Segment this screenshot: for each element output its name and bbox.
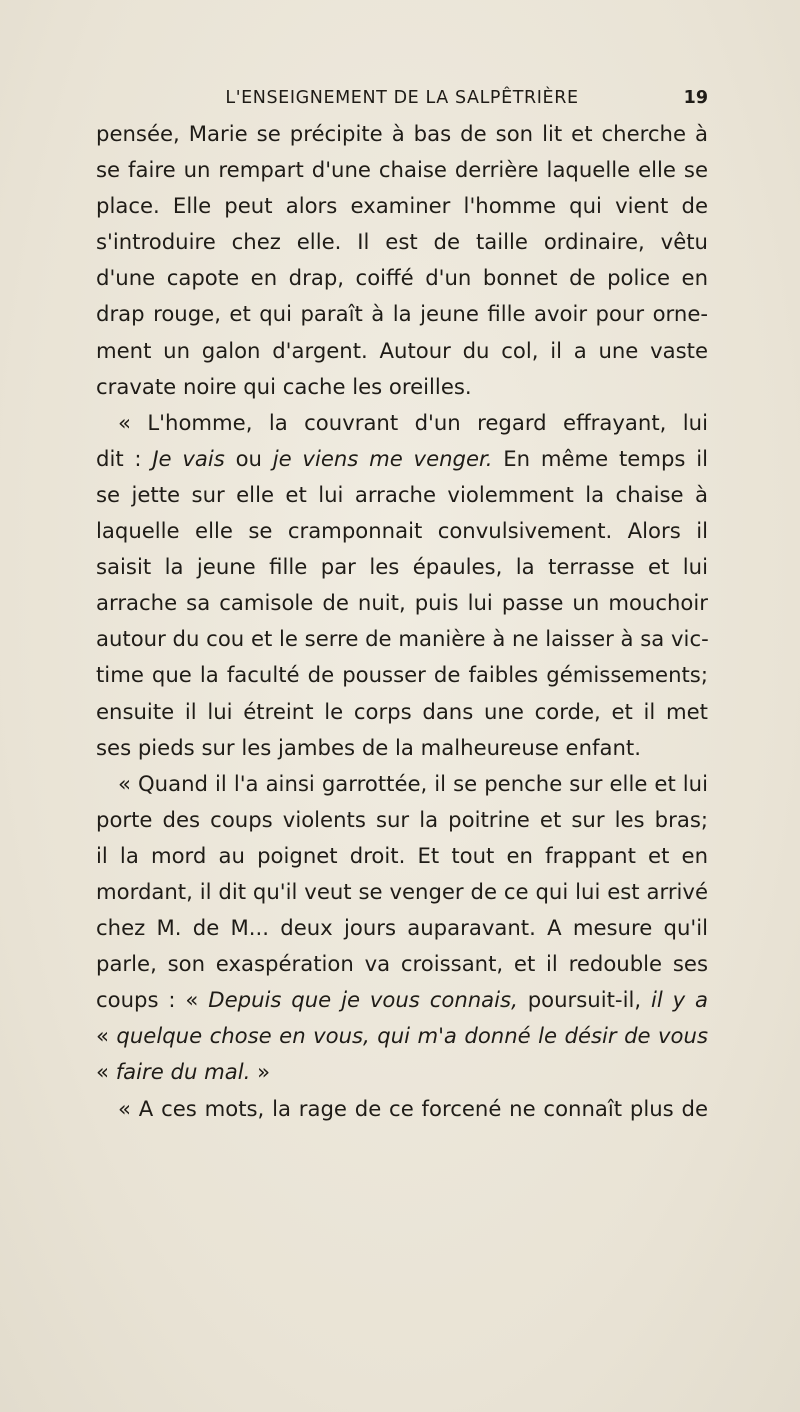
text-segment: parle, son exaspération va croissant, et il redouble ses [96, 951, 708, 977]
text-line [96, 369, 708, 405]
text-segment: « [96, 1023, 117, 1049]
text-line [96, 405, 708, 441]
text-segment: chez M. de M... deux jours auparavant. A mesure qu'il [96, 915, 708, 941]
text-line [96, 333, 708, 369]
text-segment: il la mord au poignet droit. Et tout en frappant et en [96, 842, 708, 868]
text-segment: s'introduire chez elle. Il est de taille ordinaire, vêtu [96, 229, 708, 255]
text-segment: « A ces mots, la rage de ce forcené ne connaît plus de [118, 1095, 708, 1121]
text-segment: se jette sur elle et lui arrache violemment la chaise à [96, 481, 708, 507]
italic-segment: Depuis que je vous connais, [208, 987, 518, 1013]
text-line [96, 188, 708, 224]
text-line [96, 296, 708, 332]
text-line [96, 152, 708, 188]
running-title: L'ENSEIGNEMENT DE LA SALPÊTRIÈRE [225, 88, 579, 108]
text-line [96, 513, 708, 549]
text-segment: saisit la jeune fille par les épaules, la terrasse et lui [96, 554, 708, 580]
text-segment: mordant, il dit qu'il veut se venger de ce qui lui est arrivé [96, 878, 708, 904]
italic-segment: quelque chose en vous, qui m'a donné le désir de vous [116, 1023, 708, 1049]
text-segment: poursuit-il, [517, 987, 651, 1013]
page-number: 19 [683, 88, 708, 108]
text-line [96, 838, 708, 874]
italic-segment: je viens me venger. [272, 445, 493, 471]
text-line [96, 694, 708, 730]
text-segment: « Quand il l'a ainsi garrottée, il se penche sur elle et lui [118, 770, 708, 796]
text-line [96, 477, 708, 513]
text-line [96, 1018, 708, 1054]
italic-segment: faire du mal. [115, 1059, 251, 1085]
text-segment: « L'homme, la couvrant d'un regard effrayant, lui [118, 409, 708, 435]
text-line [96, 1054, 708, 1090]
text-line [96, 224, 708, 260]
text-segment: drap rouge, et qui paraît à la jeune fille avoir pour orne- [96, 301, 708, 327]
text-segment: » [250, 1059, 271, 1085]
text-segment: laquelle elle se cramponnait convulsivement. Alors il [96, 518, 708, 544]
text-line [96, 730, 708, 766]
text-line [96, 910, 708, 946]
text-segment: dit : [96, 445, 153, 471]
text-line [96, 802, 708, 838]
running-head [96, 88, 708, 110]
text-segment: arrache sa camisole de nuit, puis lui passe un mouchoir [96, 590, 708, 616]
text-segment: place. Elle peut alors examiner l'homme qui vient de [96, 193, 708, 219]
text-segment: cravate noire qui cache les oreilles. [96, 373, 472, 399]
text-line [96, 116, 708, 152]
italic-segment: il y a [650, 987, 709, 1013]
text-line [96, 621, 708, 657]
text-segment: porte des coups violents sur la poitrine et sur les bras; [96, 806, 708, 832]
text-segment: En même temps il [492, 445, 708, 471]
text-segment: autour du cou et le serre de manière à ne laisser à sa vic- [96, 626, 709, 652]
body-text [96, 116, 708, 1127]
text-segment: time que la faculté de pousser de faibles gémissements; [96, 662, 708, 688]
text-segment: « [96, 1059, 116, 1085]
text-segment: ment un galon d'argent. Autour du col, il a une vaste [96, 337, 708, 363]
text-segment: coups : « [96, 987, 209, 1013]
text-line [96, 549, 708, 585]
text-line [96, 982, 708, 1018]
text-line [96, 441, 708, 477]
text-segment: ses pieds sur les jambes de la malheureuse enfant. [96, 734, 641, 760]
text-segment: ou [224, 445, 273, 471]
text-line [96, 1091, 708, 1127]
text-segment: se faire un rempart d'une chaise derrière laquelle elle se [96, 157, 708, 183]
text-segment: ensuite il lui étreint le corps dans une corde, et il met [96, 698, 708, 724]
text-line [96, 946, 708, 982]
text-line [96, 260, 708, 296]
text-line [96, 585, 708, 621]
text-line [96, 874, 708, 910]
text-line [96, 766, 708, 802]
text-segment: pensée, Marie se précipite à bas de son lit et cherche à [96, 121, 708, 146]
italic-segment: Je vais [152, 445, 225, 471]
text-segment: d'une capote en drap, coiffé d'un bonnet de police en [96, 265, 708, 291]
text-line [96, 657, 708, 693]
